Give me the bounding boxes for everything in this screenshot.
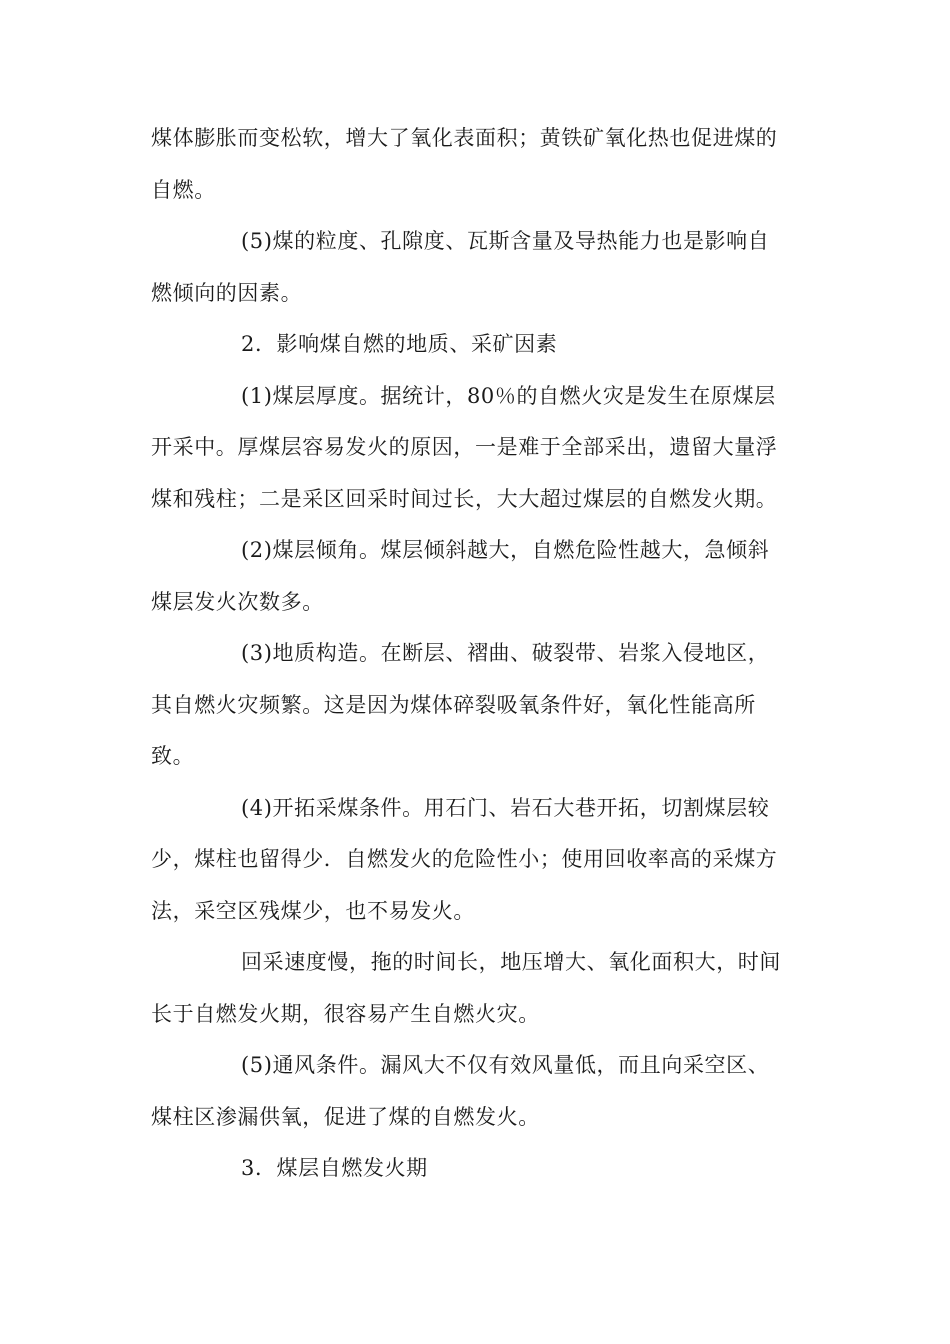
text-line: (1)煤层厚度。据统计，80％的自燃火灾是发生在原煤层 <box>241 383 776 408</box>
text-line: 煤柱区渗漏供氧，促进了煤的自燃发火。 <box>151 1104 540 1129</box>
text-line: 其自燃火灾频繁。这是因为煤体碎裂吸氧条件好，氧化性能高所 <box>151 692 756 717</box>
text-line: (5)煤的粒度、孔隙度、瓦斯含量及导热能力也是影响自 <box>241 229 770 253</box>
text-line: 回采速度慢，拖的时间长，地压增大、氧化面积大，时间 <box>241 950 781 974</box>
text-line: 自燃。 <box>151 177 216 202</box>
text-line: (2)煤层倾角。煤层倾斜越大，自燃危险性越大，急倾斜 <box>241 538 770 562</box>
text-line: (5)通风条件。漏风大不仅有效风量低，而且向采空区、 <box>241 1053 770 1077</box>
text-line: (3)地质构造。在断层、褶曲、破裂带、岩浆入侵地区， <box>241 641 770 665</box>
text-line: (4)开拓采煤条件。用石门、岩石大巷开拓，切割煤层较 <box>241 795 770 820</box>
section-heading: 2．影响煤自燃的地质、采矿因素 <box>241 332 558 356</box>
text-line: 法，采空区残煤少，也不易发火。 <box>151 898 475 923</box>
text-line: 长于自燃发火期，很容易产生自燃火灾。 <box>151 1001 540 1026</box>
text-line: 致。 <box>151 744 195 768</box>
text-line: 煤层发火次数多。 <box>151 589 324 614</box>
text-line: 煤体膨胀而变松软，增大了氧化表面积；黄铁矿氧化热也促进煤的 <box>151 126 778 150</box>
text-line: 煤和残柱；二是采区回采时间过长，大大超过煤层的自燃发火期。 <box>151 486 778 511</box>
text-line: 燃倾向的因素。 <box>151 280 303 305</box>
section-heading: 3．煤层自燃发火期 <box>241 1156 428 1180</box>
document-body <box>151 113 801 1195</box>
text-line: 开采中。厚煤层容易发火的原因，一是难于全部采出，遗留大量浮 <box>151 435 778 459</box>
text-line: 少，煤柱也留得少．自燃发火的危险性小；使用回收率高的采煤方 <box>151 847 778 871</box>
